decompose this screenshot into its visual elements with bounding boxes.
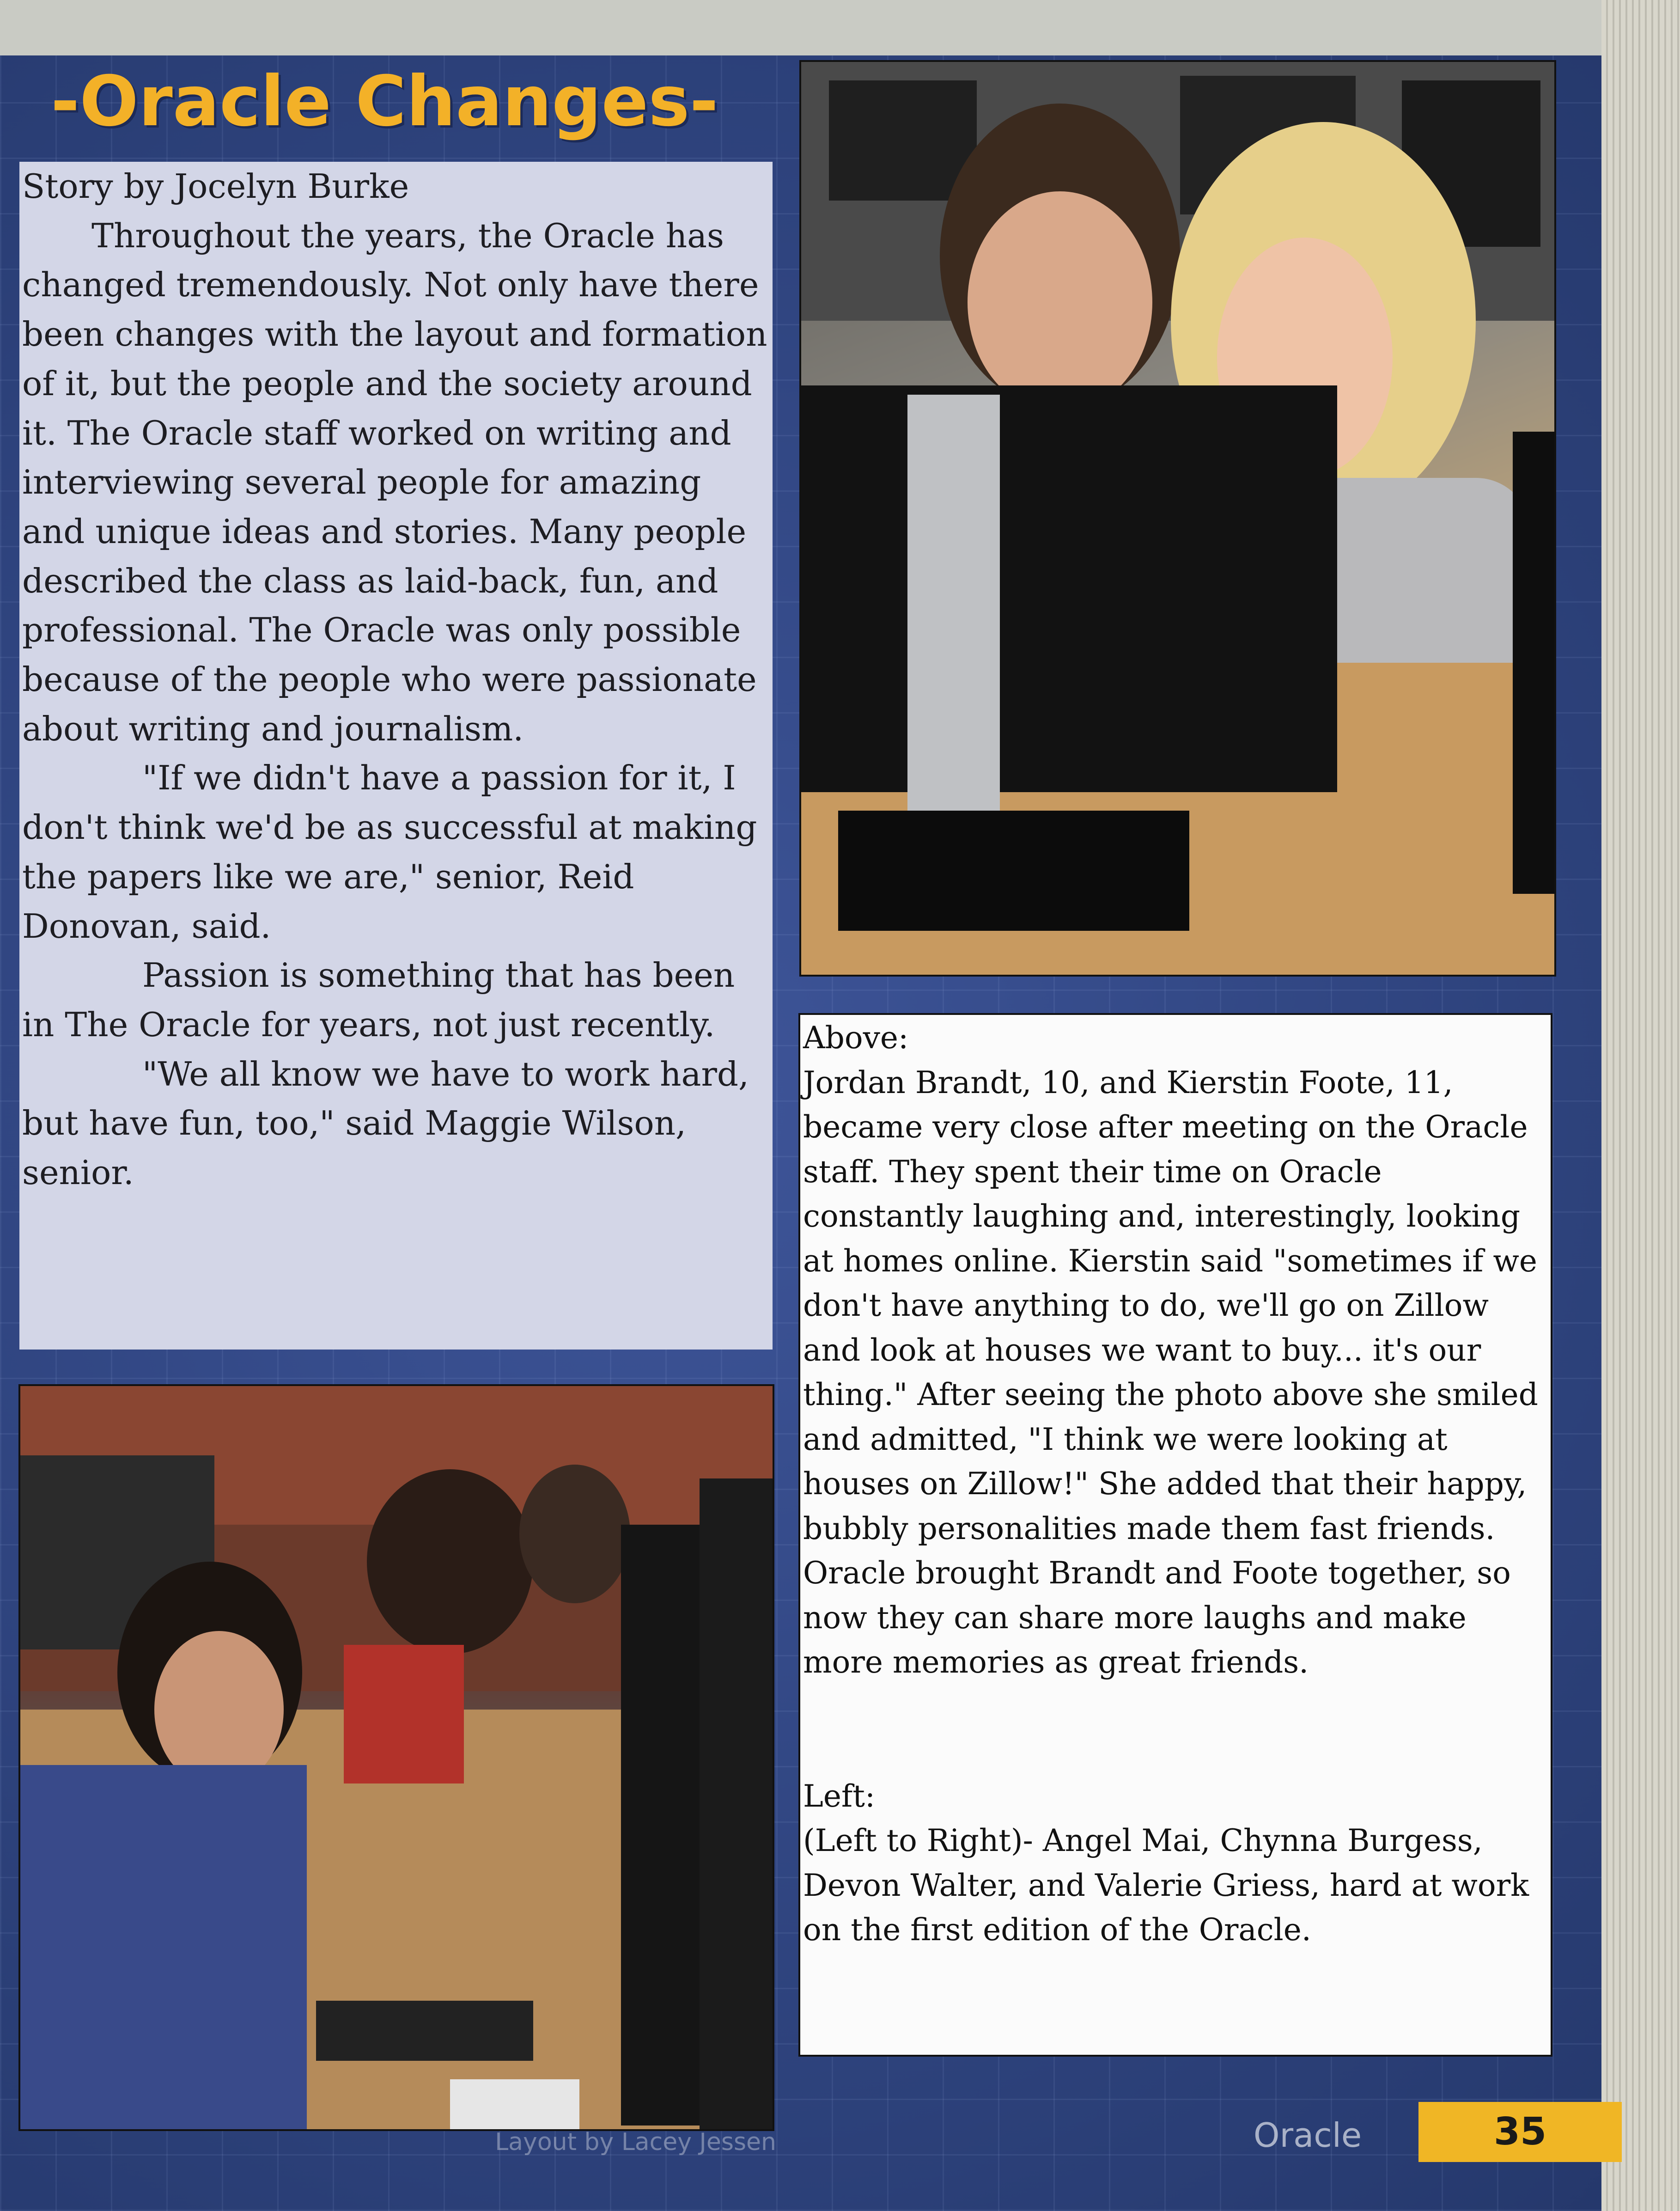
caption-above-text: Jordan Brandt, 10, and Kierstin Foote, 11, became very close after meeting on the Oracle staff. They spent their time on Oracle constantly laughing and, interestingly, looking at homes online. Kierstin said "sometimes if we don't have anything to do, we'll go on Zillow and look at houses we want to buy... it's our thing." After seeing the photo above she smiled and admitted, "I think we were looking at houses on Zillow!" She added that their happy, bubbly personalities made them fast friends. Oracle brought Brandt and Foote together, so now they can share more laughs and make more memories as great friends.: [803, 1064, 1538, 1680]
photo-illustration: [801, 62, 1554, 975]
page-top-edge: [0, 0, 1680, 55]
caption-left-text: (Left to Right)- Angel Mai, Chynna Burgess, Devon Walter, and Valerie Griess, hard at work on the first edition of the Oracle.: [803, 1823, 1529, 1948]
story-paragraph: Passion is something that has been in The Oracle for years, not just recently.: [22, 956, 735, 1044]
caption-box: [798, 1013, 1552, 2057]
layout-credit: Layout by Lacey Jessen: [495, 2128, 776, 2156]
page-title: -Oracle Changes-: [51, 61, 718, 142]
section-label: Oracle: [1253, 2116, 1362, 2155]
story-paragraph: "If we didn't have a passion for it, I don't think we'd be as successful at making the papers like we are," senior, Reid Donovan, said.: [22, 758, 757, 946]
page-number: 35: [1418, 2102, 1622, 2162]
story-paragraph: "We all know we have to work hard, but have fun, too," said Maggie Wilson, senior.: [22, 1054, 749, 1192]
photo-students-at-computer: [799, 60, 1556, 977]
story-text-box: [19, 162, 773, 1350]
caption-left-label: Left:: [803, 1778, 876, 1814]
photo-students-computer-lab: [18, 1384, 774, 2131]
story-byline: Story by Jocelyn Burke: [22, 167, 409, 206]
book-page-edges: [1601, 0, 1680, 2211]
story-paragraph: Throughout the years, the Oracle has changed tremendously. Not only have there been changes with the layout and formation of it, but the people and the society around it. The Oracle staff worked on writing and interviewing several people for amazing and unique ideas and stories. Many people described the class as laid-back, fun, and professional. The Oracle was only possible because of the people who were passionate about writing and journalism.: [22, 216, 767, 748]
photo-illustration: [20, 1386, 773, 2129]
caption-above-label: Above:: [803, 1020, 909, 1056]
